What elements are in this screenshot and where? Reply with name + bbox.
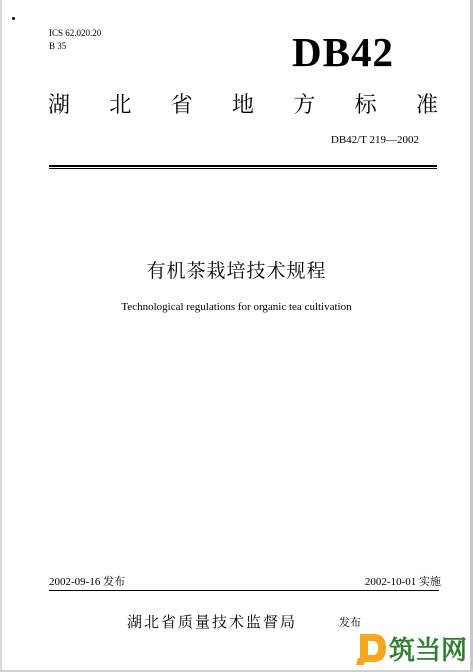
- standard-type-char: 方: [293, 92, 316, 118]
- svg-text:筑当网: 筑当网: [389, 636, 468, 666]
- standard-type-char: 北: [109, 92, 132, 118]
- header-rule-thin: [49, 168, 437, 169]
- issue-date: 2002-09-16 发布: [49, 576, 126, 588]
- db-logo: DB42: [292, 29, 394, 75]
- document-title-chinese: 有机茶栽培技术规程: [146, 260, 327, 282]
- bullet-mark: [12, 17, 15, 20]
- standard-type-char: 省: [170, 92, 193, 118]
- footer-rule: [49, 590, 439, 591]
- ccs-code: B 35: [49, 41, 67, 51]
- watermark-d-icon: [356, 634, 386, 665]
- standard-type-char: 准: [415, 92, 438, 118]
- issuer-name: 湖北省质量技术监督局: [127, 613, 298, 631]
- standard-type: [48, 89, 438, 117]
- issuer-suffix: 发布: [339, 616, 361, 629]
- standard-type-char: 标: [354, 92, 377, 118]
- standard-type-char: 湖: [48, 92, 71, 118]
- page-edge-left: [0, 0, 2, 672]
- watermark-logo: [356, 628, 469, 668]
- implement-date: 2002-10-01 实施: [364, 576, 441, 588]
- document-title-english: Technological regulations for organic tea cultivation: [121, 301, 352, 313]
- standard-type-char: 地: [231, 92, 254, 118]
- standard-number: DB42/T 219—2002: [330, 134, 419, 146]
- header-rule-thick: [49, 165, 437, 167]
- ics-code: ICS 62.020.20: [49, 28, 102, 38]
